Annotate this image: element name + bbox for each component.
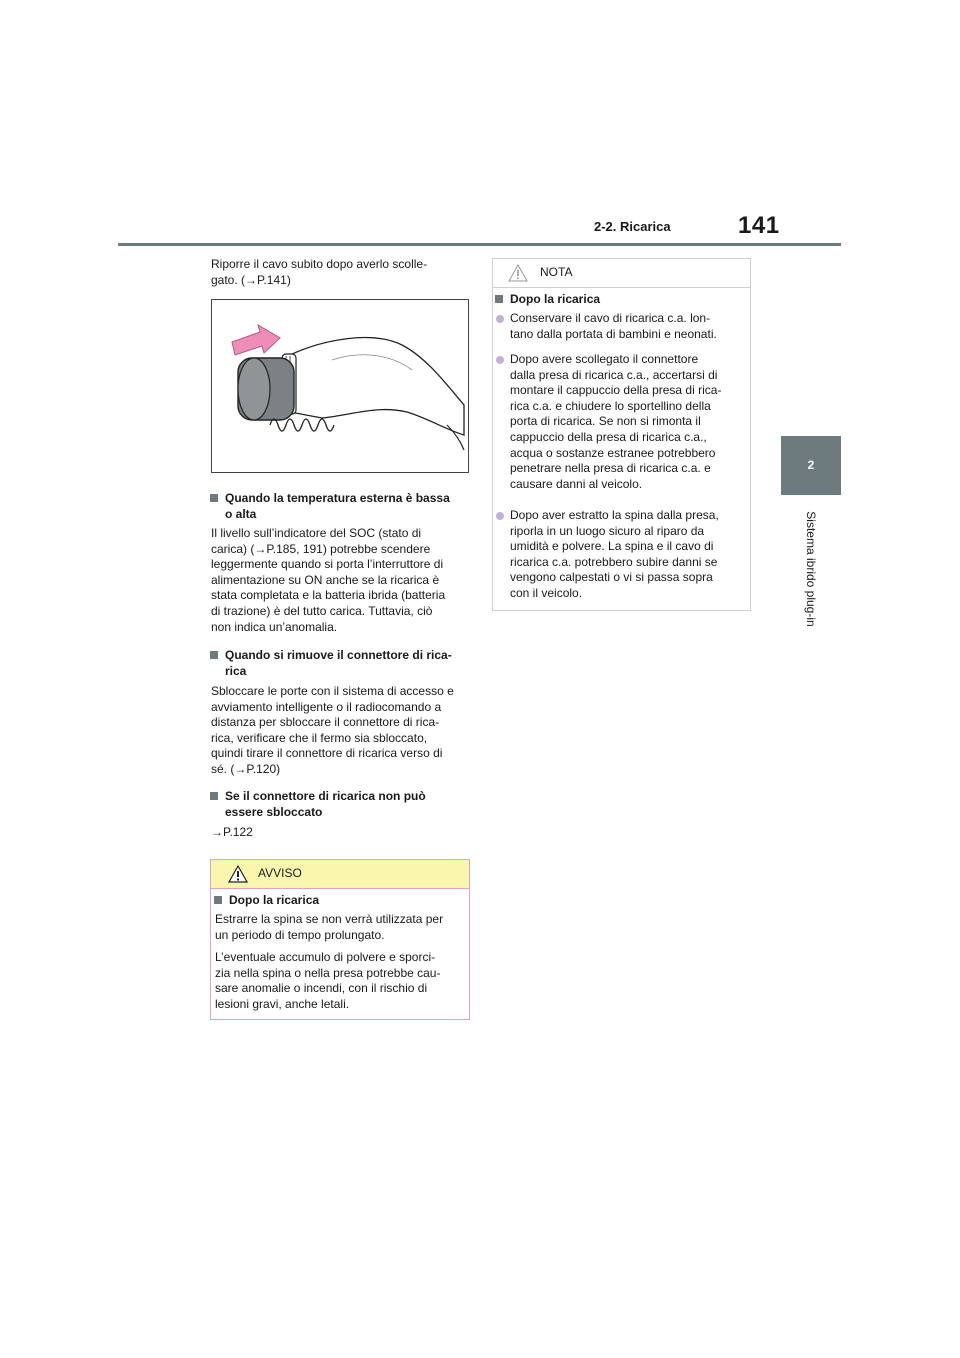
note-box-divider — [493, 287, 750, 288]
note-bullet — [510, 311, 748, 342]
body-line: acqua o sostanze estranee potrebbero — [510, 445, 716, 460]
round-bullet-icon — [496, 315, 504, 323]
body-line: tano dalla portata di bambini e neonati. — [510, 326, 717, 341]
section-heading-line: o alta — [225, 506, 257, 521]
body-line: vengono calpestati o vi si passa sopra — [510, 570, 713, 585]
square-bullet-icon — [210, 651, 218, 659]
note-box-subhead-text: Dopo la ricarica — [510, 292, 601, 306]
section-remove-connector — [225, 648, 475, 679]
body-line: Sbloccare le porte con il sistema di accesso e — [211, 684, 454, 698]
round-bullet-icon — [496, 512, 504, 520]
body-line: alimentazione su ON anche se la ricarica è — [211, 572, 440, 587]
warning-triangle-icon — [228, 865, 248, 883]
body-line: rica, verificare che il fermo sia sbloccato, — [211, 730, 428, 745]
warning-box-header — [211, 860, 469, 888]
chapter-tab-label: Sistema ibrido plug-in — [804, 511, 818, 627]
body-line: avviamento intelligente o il radiocomando a — [211, 699, 442, 714]
body-line: rica c.a. e chiudere lo sportellino della — [510, 398, 711, 413]
body-line: di trazione) è del tutto carica. Tuttavia, ciò — [211, 603, 433, 618]
section-heading-line: rica — [225, 663, 247, 678]
body-line: sé. (→P.120) — [211, 761, 281, 776]
section-title: 2-2. Ricarica — [594, 219, 671, 234]
body-line: causare danni al veicolo. — [510, 476, 643, 491]
section-temperature — [225, 491, 475, 522]
header-rule — [118, 243, 841, 246]
intro-line: gato. (→P.141) — [211, 272, 291, 287]
warning-box-title: AVVISO — [258, 866, 302, 880]
body-line: porta di ricarica. Se non si rimonta il — [510, 414, 701, 429]
charging-connector-figure — [211, 299, 469, 473]
section-temperature-body — [211, 526, 476, 635]
body-line: Dopo aver estratto la spina dalla presa, — [510, 508, 719, 522]
note-box-subhead-wrap — [510, 292, 745, 308]
body-line: quindi tirare il connettore di ricarica verso di — [211, 746, 443, 761]
section-remove-connector-body — [211, 684, 481, 778]
section-unlock-failure — [225, 789, 475, 820]
body-line: con il veicolo. — [510, 585, 583, 600]
body-line: dalla presa di ricarica c.a., accertarsi di — [510, 367, 718, 382]
section-heading — [225, 648, 475, 679]
section-heading-line: essere sbloccato — [225, 804, 323, 819]
warning-box-subhead — [229, 893, 464, 909]
body-line: stata completata e la batteria ibrida (batteria — [211, 588, 446, 603]
body-line: montare il cappuccio della presa di rica- — [510, 383, 722, 398]
body-line: L’eventuale accumulo di polvere e sporci- — [215, 950, 436, 964]
body-line: leggermente quando si porta l’interruttore di — [211, 557, 444, 572]
warning-box-divider — [211, 888, 469, 889]
body-line: carica) (→P.185, 191) potrebbe scendere — [211, 541, 431, 556]
body-line: sare anomalie o incendi, con il rischio di — [215, 981, 428, 996]
body-line: umidità e polvere. La spina e il cavo di — [510, 539, 714, 554]
section-heading-line: Quando si rimuove il connettore di rica- — [225, 648, 452, 662]
section-heading — [225, 491, 475, 522]
warning-box-subhead-wrap — [229, 893, 464, 909]
body-line: zia nella spina o nella presa potrebbe cau- — [215, 965, 441, 980]
note-bullet — [510, 508, 748, 602]
body-line: distanza per sbloccare il connettore di rica- — [211, 715, 440, 730]
section-unlock-failure-body — [211, 825, 471, 841]
section-heading-line: Se il connettore di ricarica non può — [225, 789, 426, 803]
square-bullet-icon — [210, 792, 218, 800]
note-box-subhead — [510, 292, 745, 308]
body-line: cappuccio della presa di ricarica c.a., — [510, 429, 707, 444]
note-bullet — [510, 352, 748, 492]
intro-text — [211, 257, 471, 288]
body-line: ricarica c.a. potrebbero subire danni se — [510, 554, 718, 569]
square-bullet-icon — [210, 494, 218, 502]
intro-line: Riporre il cavo subito dopo averlo scolle- — [211, 257, 428, 271]
round-bullet-icon — [496, 356, 504, 364]
body-line: Estrarre la spina se non verrà utilizzata per — [215, 912, 444, 926]
warning-box-para — [215, 950, 465, 1012]
body-line: →P.122 — [211, 825, 253, 839]
warning-box-para — [215, 912, 465, 943]
body-line: riporla in un luogo sicuro al riparo da — [510, 523, 705, 538]
body-line: Dopo avere scollegato il connettore — [510, 352, 699, 366]
body-line: non indica un’anomalia. — [211, 619, 338, 634]
body-line: Conservare il cavo di ricarica c.a. lon- — [510, 311, 711, 325]
chapter-tab-number: 2 — [807, 458, 815, 472]
section-heading-line: Quando la temperatura esterna è bassa — [225, 491, 450, 505]
section-heading — [225, 789, 475, 820]
body-line: Il livello sull’indicatore del SOC (stato di — [211, 526, 422, 540]
body-line: penetrare nella presa di ricarica c.a. e — [510, 461, 711, 476]
square-bullet-icon — [495, 295, 503, 303]
caution-triangle-icon — [508, 264, 528, 282]
warning-box-subhead-text: Dopo la ricarica — [229, 893, 320, 907]
body-line: lesioni gravi, anche letali. — [215, 996, 350, 1011]
square-bullet-icon — [214, 896, 222, 904]
charging-connector-illustration-icon — [212, 300, 468, 472]
note-box-title: NOTA — [540, 265, 573, 279]
page-number: 141 — [738, 212, 780, 239]
body-line: un periodo di tempo prolungato. — [215, 927, 385, 942]
